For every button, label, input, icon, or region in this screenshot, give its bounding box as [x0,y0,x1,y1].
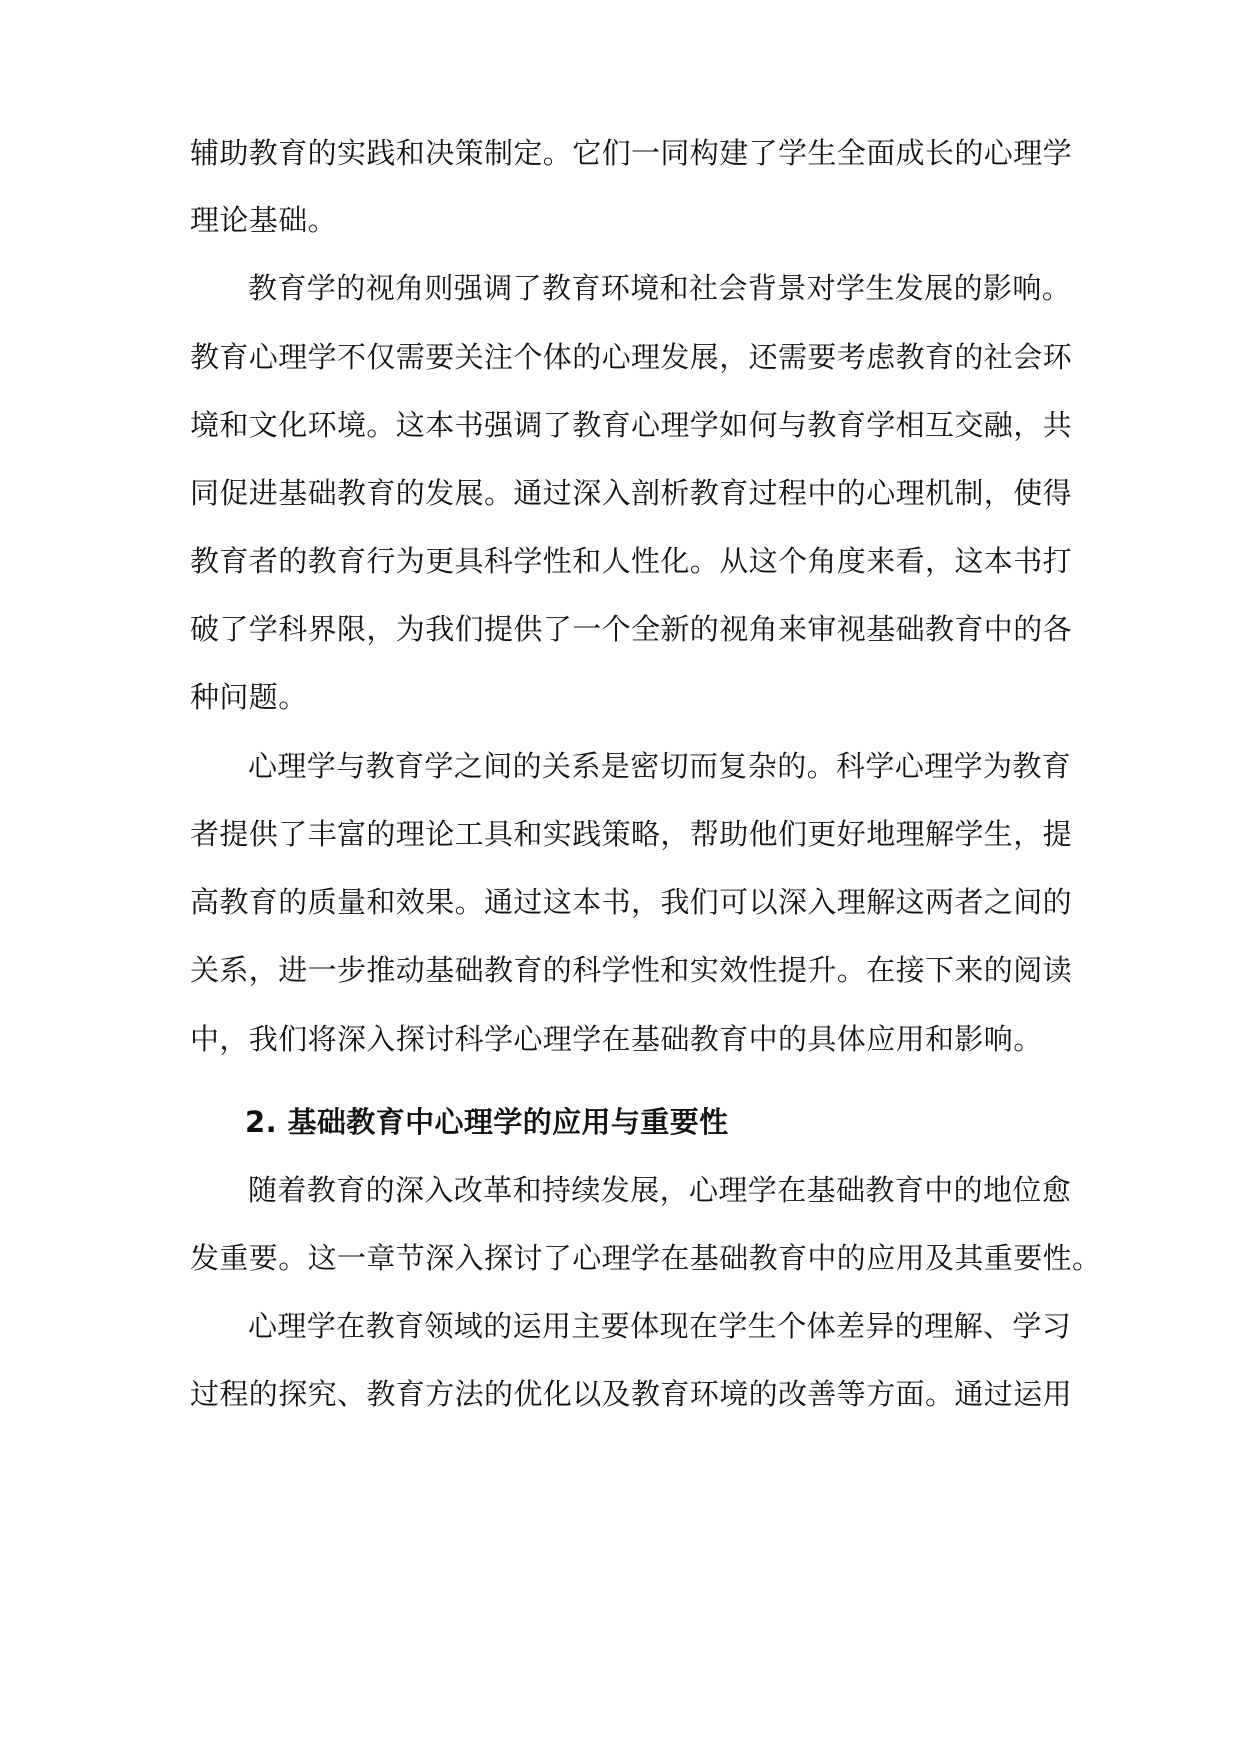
paragraph-line: 教育学的视角则强调了教育环境和社会背景对学生发展的影响。 [248,271,1072,305]
paragraph-line: 心理学与教育学之间的关系是密切而复杂的。科学心理学为教育 [248,749,1072,783]
paragraph-line: 教育心理学不仅需要关注个体的心理发展，还需要考虑教育的社会环 [190,340,1073,374]
paragraph-line: 破了学科界限，为我们提供了一个全新的视角来审视基础教育中的各 [190,612,1073,646]
section-heading: 2. 基础教育中心理学的应用与重要性 [245,1105,729,1139]
paragraph-line: 关系，进一步推动基础教育的科学性和实效性提升。在接下来的阅读 [190,953,1073,987]
paragraph-line: 境和文化环境。这本书强调了教育心理学如何与教育学相互交融，共 [190,408,1073,442]
paragraph-line: 理论基础。 [190,203,338,237]
paragraph-line: 同促进基础教育的发展。通过深入剖析教育过程中的心理机制，使得 [190,476,1073,510]
paragraph-line: 过程的探究、教育方法的优化以及教育环境的改善等方面。通过运用 [190,1377,1073,1411]
paragraph-line: 教育者的教育行为更具科学性和人性化。从这个角度来看，这本书打 [190,544,1073,578]
paragraph-line: 高教育的质量和效果。通过这本书，我们可以深入理解这两者之间的 [190,885,1073,919]
paragraph-line: 中，我们将深入探讨科学心理学在基础教育中的具体应用和影响。 [190,1022,1043,1056]
paragraph-line: 种问题。 [190,680,308,714]
paragraph-line: 辅助教育的实践和决策制定。它们一同构建了学生全面成长的心理学 [190,136,1073,170]
paragraph-line: 随着教育的深入改革和持续发展，心理学在基础教育中的地位愈 [248,1173,1072,1207]
paragraph-line: 者提供了丰富的理论工具和实践策略，帮助他们更好地理解学生，提 [190,817,1073,851]
paragraph-line: 发重要。这一章节深入探讨了心理学在基础教育中的应用及其重要性。 [190,1241,1102,1275]
paragraph-line: 心理学在教育领域的运用主要体现在学生个体差异的理解、学习 [248,1309,1072,1343]
